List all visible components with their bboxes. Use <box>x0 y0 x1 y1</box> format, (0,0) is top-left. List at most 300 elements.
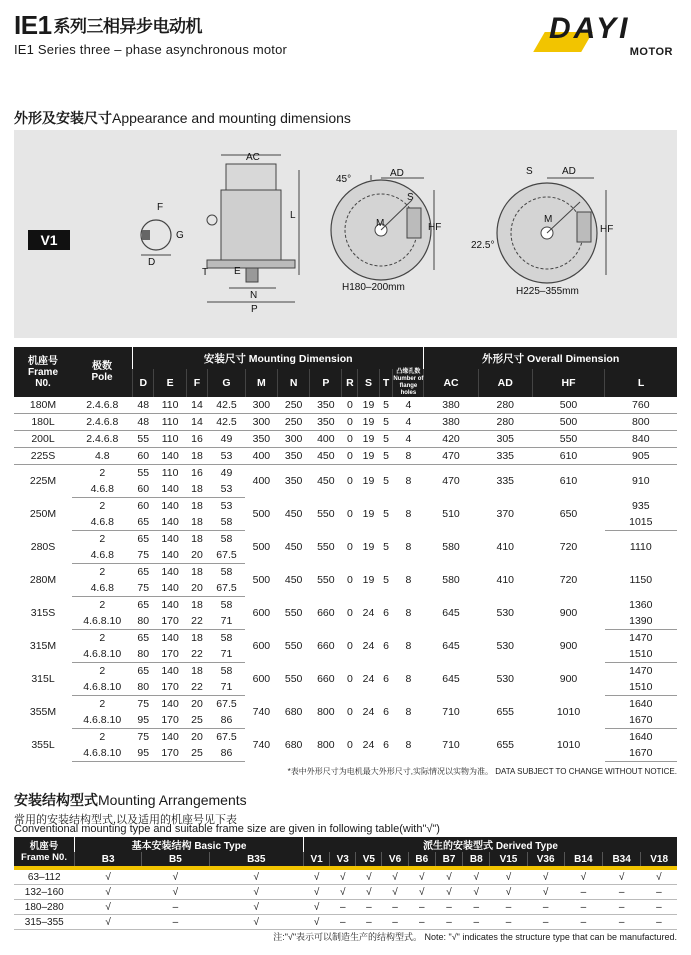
col-holes <box>393 369 424 397</box>
cell-l: 910 <box>632 475 650 488</box>
cell-g: 67.5 <box>216 731 237 743</box>
cell-ad: 655 <box>496 706 515 718</box>
cell-e: 140 <box>154 580 186 597</box>
mnt-cell: – <box>356 915 382 930</box>
derived-type-header: 派生的安装型式 Derived Type <box>303 837 677 852</box>
cell-d: 60 <box>137 500 150 512</box>
cell-l: 1510 <box>605 679 677 696</box>
cell-r: 0 <box>346 706 353 718</box>
cell-d: 80 <box>133 679 154 696</box>
cell-g: 86 <box>208 712 246 729</box>
cell-g: 58 <box>220 533 233 545</box>
cell-d: 65 <box>137 533 150 545</box>
cell-p: 800 <box>317 706 335 718</box>
cell-f: 18 <box>186 481 207 498</box>
mnt-col-v5: V5 <box>356 852 382 866</box>
mnt-cell: √ <box>527 885 564 900</box>
cell-hf: 1010 <box>556 739 581 751</box>
logo-sub: MOTOR <box>629 46 673 58</box>
label-m-1: M <box>376 218 385 229</box>
table-row <box>14 498 677 515</box>
cell-f: 18 <box>191 599 203 611</box>
cell-d: 75 <box>133 580 154 597</box>
cell-l: 1640 <box>629 698 653 710</box>
cell-g: 53 <box>208 481 246 498</box>
mnt-cell: – <box>490 915 527 930</box>
holes-cn: 凸缘孔数 <box>396 369 421 375</box>
cell-r: 0 <box>346 541 353 553</box>
cell-ad: 530 <box>496 673 515 685</box>
title-en: IE1 Series three – phase asynchronous motor <box>14 42 288 57</box>
cell-pole: 4.6.8.10 <box>72 646 133 663</box>
cell-f: 16 <box>191 467 203 479</box>
col-frame <box>14 347 72 397</box>
cell-h: 8 <box>405 706 412 718</box>
mnt-col-v3: V3 <box>330 852 356 866</box>
cell-pole: 4.6.8 <box>72 580 133 597</box>
cell-pole: 2 <box>99 665 106 677</box>
frame-no: N0. <box>35 377 51 389</box>
cell-d: 75 <box>133 547 154 564</box>
cell-g: 67.5 <box>208 580 246 597</box>
mnt-cell: √ <box>303 885 329 900</box>
table-row <box>14 696 677 713</box>
cell-ac: 470 <box>424 448 478 465</box>
frame-cn: 机座号 <box>28 355 58 367</box>
cell-e: 140 <box>154 514 186 531</box>
cell-l: 1360 <box>629 598 653 611</box>
cell-r: 0 <box>342 431 358 448</box>
cell-pole: 4.6.8.10 <box>72 679 133 696</box>
cell-g: 58 <box>220 599 233 611</box>
mnt-cell: √ <box>303 900 329 915</box>
cell-hf: 1010 <box>556 706 581 718</box>
cell-t: 5 <box>383 541 389 553</box>
mnt-cell: √ <box>303 915 329 930</box>
cell-hf: 500 <box>532 397 604 414</box>
label-ad-1: AD <box>390 168 404 179</box>
cell-e: 140 <box>154 481 186 498</box>
col-r: R <box>342 369 358 397</box>
cell-pole: 4.6.8 <box>72 514 133 531</box>
cell-ac: 710 <box>442 706 460 718</box>
cell-s: 19 <box>358 448 379 465</box>
mnt-col-v6: V6 <box>382 852 408 866</box>
dimension-drawing <box>14 130 677 338</box>
cell-e: 170 <box>154 613 186 630</box>
label-hf-2: HF <box>600 224 614 235</box>
cell-g: 71 <box>208 613 246 630</box>
mnt-col-v36: V36 <box>527 852 564 866</box>
cell-r: 0 <box>346 475 353 488</box>
label-l: L <box>290 210 296 221</box>
mnt-cell: – <box>382 915 408 930</box>
cell-f: 20 <box>191 731 203 743</box>
cell-ac: 645 <box>442 673 460 685</box>
cell-r: 0 <box>342 448 358 465</box>
mnt-cell: – <box>330 915 356 930</box>
table-row <box>14 870 677 885</box>
mnt-body <box>14 870 677 930</box>
cell-n: 250 <box>278 397 310 414</box>
mnt-cell: – <box>490 900 527 915</box>
mnt-col-b35: B35 <box>209 852 303 866</box>
mnt-cell: √ <box>382 885 408 900</box>
cell-p: 550 <box>317 574 335 586</box>
label-g: G <box>176 230 184 241</box>
cell-t: 5 <box>383 475 389 488</box>
mnt-cell: – <box>463 915 490 930</box>
cell-f: 18 <box>191 533 203 545</box>
cell-pole: 4.6.8.10 <box>72 745 133 762</box>
cell-ac: 710 <box>442 739 460 751</box>
cell-t: 5 <box>379 431 393 448</box>
cell-ac: 645 <box>442 607 460 619</box>
mnt-cell: – <box>602 915 640 930</box>
cell-h: 8 <box>405 574 412 586</box>
mnt-cell: – <box>564 915 602 930</box>
logo-word: DAYI <box>549 12 631 45</box>
cell-t: 6 <box>383 640 389 652</box>
cell-e: 140 <box>154 547 186 564</box>
cell-p: 660 <box>317 607 335 619</box>
cell-f: 20 <box>186 580 207 597</box>
mnt-cell: √ <box>75 915 142 930</box>
cell-t: 5 <box>383 574 389 586</box>
table-row <box>14 729 677 746</box>
cell-f: 25 <box>186 745 207 762</box>
cell-l: 840 <box>605 431 677 448</box>
cell-m: 350 <box>245 431 277 448</box>
mnt-cell: – <box>527 915 564 930</box>
mnt-cell: √ <box>408 870 435 885</box>
cell-l: 1670 <box>605 745 677 762</box>
cell-g: 67.5 <box>216 698 237 710</box>
mnt-cell: – <box>463 900 490 915</box>
mnt-cell: – <box>641 900 677 915</box>
cell-l: 1470 <box>629 632 653 644</box>
section2-title <box>14 790 247 810</box>
cell-hf: 650 <box>559 508 578 520</box>
dimension-table <box>14 347 677 762</box>
cell-p: 400 <box>310 431 342 448</box>
col-e: E <box>154 369 186 397</box>
cell-l: 1640 <box>629 731 653 743</box>
cell-pole: 2 <box>99 467 106 479</box>
table-row <box>14 900 677 915</box>
mnt-cell: √ <box>408 885 435 900</box>
cell-ac: 420 <box>424 431 478 448</box>
label-range-2: H225–355mm <box>516 286 579 297</box>
mnt-col-b34: B34 <box>602 852 640 866</box>
cell-d: 95 <box>133 712 154 729</box>
cell-s: 24 <box>362 706 375 718</box>
cell-pole: 2 <box>99 533 106 545</box>
col-n: N <box>278 369 310 397</box>
cell-e: 170 <box>154 646 186 663</box>
cell-frame: 355L <box>31 739 55 751</box>
col-ac: AC <box>424 369 478 397</box>
label-range-1: H180–200mm <box>342 282 405 293</box>
cell-s: 19 <box>358 431 379 448</box>
mount-group-header: 安装尺寸 Mounting Dimension <box>133 347 424 369</box>
cell-d: 48 <box>133 414 154 431</box>
mount-note: 注:"√"表示可以制造生产的结构型式。 Note: "√" indicates the structure type that can be manufactured. <box>273 932 677 942</box>
cell-l: 800 <box>605 414 677 431</box>
cell-d: 48 <box>133 397 154 414</box>
cell-hf: 610 <box>532 448 604 465</box>
mnt-cell: √ <box>463 885 490 900</box>
cell-ac: 380 <box>424 397 478 414</box>
cell-r: 0 <box>346 640 353 652</box>
mnt-cell: √ <box>303 870 329 885</box>
cell-h: 4 <box>393 431 424 448</box>
mnt-cell: – <box>564 900 602 915</box>
cell-h: 8 <box>393 448 424 465</box>
cell-ac: 645 <box>442 640 460 652</box>
cell-l: 1670 <box>605 712 677 729</box>
cell-f: 14 <box>186 397 207 414</box>
cell-pole: 4.6.8.10 <box>72 712 133 729</box>
cell-t: 6 <box>383 607 389 619</box>
cell-e: 140 <box>161 632 179 644</box>
cell-l: 1015 <box>605 514 677 531</box>
cell-d: 95 <box>133 745 154 762</box>
cell-n: 350 <box>284 475 303 488</box>
mnt-col-frame <box>14 837 75 866</box>
cell-frame: 225M <box>29 475 57 488</box>
label-d: D <box>148 257 156 268</box>
cell-h: 8 <box>405 640 412 652</box>
mnt-cell: – <box>330 900 356 915</box>
cell-ad: 335 <box>478 448 532 465</box>
cell-pole: 2.4.6.8 <box>72 414 133 431</box>
cell-f: 16 <box>186 431 207 448</box>
cell-p: 550 <box>317 508 335 520</box>
mnt-cell: √ <box>356 870 382 885</box>
cell-t: 5 <box>379 448 393 465</box>
cell-pole: 2 <box>99 599 106 611</box>
cell-frame: 315M <box>29 640 57 652</box>
cell-m: 600 <box>252 673 271 685</box>
section2-desc-cn: 常用的安装结构型式,以及适用的机座号见下表 <box>14 814 238 826</box>
mnt-cell: – <box>142 900 209 915</box>
cell-n: 550 <box>284 640 303 652</box>
cell-e: 140 <box>161 566 179 578</box>
col-pole <box>72 347 133 397</box>
cell-f: 14 <box>186 414 207 431</box>
cell-pole: 4.8 <box>72 448 133 465</box>
mnt-col-b5: B5 <box>142 852 209 866</box>
cell-pole: 2 <box>99 500 106 512</box>
mnt-col-b6: B6 <box>408 852 435 866</box>
col-d: D <box>133 369 154 397</box>
cell-s: 24 <box>362 607 375 619</box>
cell-f: 18 <box>186 448 207 465</box>
model-name: IE1 <box>14 10 52 40</box>
table-row <box>14 448 677 465</box>
title-cn: 系列三相异步电动机 <box>53 17 203 36</box>
cell-r: 0 <box>346 607 353 619</box>
section2-title-cn: 安装结构型式 <box>14 792 98 808</box>
cell-l: 1110 <box>629 541 652 554</box>
mnt-cell: √ <box>209 900 303 915</box>
cell-l: 1470 <box>629 665 653 677</box>
cell-n: 450 <box>284 574 303 586</box>
col-m: M <box>245 369 277 397</box>
cell-h: 8 <box>405 541 412 553</box>
cell-f: 22 <box>186 646 207 663</box>
cell-t: 5 <box>379 397 393 414</box>
cell-hf: 500 <box>532 414 604 431</box>
cell-d: 55 <box>133 431 154 448</box>
cell-t: 6 <box>383 673 389 685</box>
cell-pole: 2.4.6.8 <box>72 431 133 448</box>
table-row <box>14 414 677 431</box>
cell-d: 65 <box>137 599 150 611</box>
cell-hf: 900 <box>559 640 578 652</box>
cell-ad: 370 <box>496 508 515 520</box>
cell-d: 55 <box>137 467 150 479</box>
cell-t: 6 <box>383 706 389 718</box>
cell-d: 65 <box>133 514 154 531</box>
cell-n: 680 <box>284 739 303 751</box>
cell-frame: 225S <box>14 448 72 465</box>
cell-s: 19 <box>362 475 375 488</box>
cell-h: 8 <box>405 475 412 488</box>
cell-e: 140 <box>161 731 179 743</box>
cell-pole: 2 <box>99 566 106 578</box>
mnt-cell: √ <box>382 870 408 885</box>
pole-en: Pole <box>91 372 113 383</box>
table-row <box>14 663 677 680</box>
cell-p: 350 <box>310 414 342 431</box>
mnt-cell: √ <box>527 870 564 885</box>
cell-g: 71 <box>208 679 246 696</box>
cell-f: 20 <box>186 547 207 564</box>
mnt-cell: √ <box>641 870 677 885</box>
cell-e: 140 <box>161 665 179 677</box>
cell-m: 300 <box>245 397 277 414</box>
cell-p: 350 <box>310 397 342 414</box>
mnt-cell: √ <box>435 885 462 900</box>
mnt-col-v1: V1 <box>303 852 329 866</box>
cell-f: 20 <box>191 698 203 710</box>
cell-l: 935 <box>632 499 650 512</box>
table-row <box>14 465 677 482</box>
mnt-col-b7: B7 <box>435 852 462 866</box>
mnt-cell: – <box>408 900 435 915</box>
cell-frame: 250M <box>29 508 57 520</box>
overall-group-header: 外形尺寸 Overall Dimension <box>424 347 677 369</box>
cell-ac: 580 <box>442 574 460 586</box>
cell-p: 660 <box>317 640 335 652</box>
mnt-cell: – <box>142 915 209 930</box>
cell-g: 49 <box>208 431 246 448</box>
cell-g: 58 <box>220 665 233 677</box>
table-row <box>14 597 677 614</box>
mnt-cell: √ <box>463 870 490 885</box>
mnt-cell: √ <box>209 915 303 930</box>
cell-m: 600 <box>252 607 271 619</box>
cell-e: 140 <box>161 500 179 512</box>
cell-m: 400 <box>245 448 277 465</box>
cell-e: 170 <box>154 745 186 762</box>
cell-hf: 550 <box>532 431 604 448</box>
cell-h: 8 <box>405 508 412 520</box>
cell-g: 67.5 <box>208 547 246 564</box>
cell-e: 110 <box>154 414 186 431</box>
table-row <box>14 531 677 548</box>
cell-frame: 180M <box>14 397 72 414</box>
basic-type-header: 基本安装结构 Basic Type <box>75 837 304 852</box>
col-f: F <box>186 369 207 397</box>
cell-m: 600 <box>252 640 271 652</box>
table-row <box>14 397 677 414</box>
cell-frame: 180L <box>14 414 72 431</box>
brand-logo <box>539 12 679 58</box>
mnt-cell: √ <box>356 885 382 900</box>
cell-d: 80 <box>133 613 154 630</box>
mnt-cell-frame: 180–280 <box>14 900 75 915</box>
mnt-frame-cn: 机座号 <box>29 840 59 852</box>
cell-n: 250 <box>278 414 310 431</box>
section1-title-cn: 外形及安装尺寸 <box>14 110 112 126</box>
cell-ad: 305 <box>478 431 532 448</box>
mnt-cell: – <box>382 900 408 915</box>
cell-ad: 280 <box>478 414 532 431</box>
table-row <box>14 431 677 448</box>
cell-pole: 2 <box>99 731 106 743</box>
cell-s: 19 <box>362 508 375 520</box>
col-t: T <box>379 369 393 397</box>
mnt-cell: – <box>641 885 677 900</box>
cell-m: 500 <box>252 541 271 553</box>
label-e: E <box>234 266 241 277</box>
cell-ad: 530 <box>496 640 515 652</box>
cell-pole: 4.6.8 <box>72 481 133 498</box>
cell-d: 60 <box>133 481 154 498</box>
cell-pole: 2.4.6.8 <box>72 397 133 414</box>
cell-t: 5 <box>383 508 389 520</box>
cell-s: 19 <box>358 397 379 414</box>
label-t: T <box>202 267 209 278</box>
cell-l: 1150 <box>629 574 653 586</box>
cell-n: 450 <box>284 508 303 520</box>
cell-p: 660 <box>317 673 335 685</box>
cell-p: 450 <box>310 448 342 465</box>
cell-l: 1390 <box>605 613 677 630</box>
cell-m: 300 <box>245 414 277 431</box>
cell-t: 6 <box>383 739 389 751</box>
cell-s: 19 <box>362 574 375 586</box>
cell-d: 80 <box>133 646 154 663</box>
cell-d: 75 <box>137 731 150 743</box>
cell-ad: 655 <box>496 739 515 751</box>
mnt-col-b3: B3 <box>75 852 142 866</box>
cell-n: 350 <box>278 448 310 465</box>
cell-p: 450 <box>317 475 335 488</box>
mnt-cell-frame: 132–160 <box>14 885 75 900</box>
col-s: S <box>358 369 379 397</box>
cell-g: 58 <box>208 514 246 531</box>
cell-e: 110 <box>154 397 186 414</box>
cell-n: 300 <box>278 431 310 448</box>
dim-body <box>14 397 677 762</box>
cell-e: 140 <box>161 599 179 611</box>
cell-d: 75 <box>137 698 150 710</box>
label-m-2: M <box>544 214 553 225</box>
